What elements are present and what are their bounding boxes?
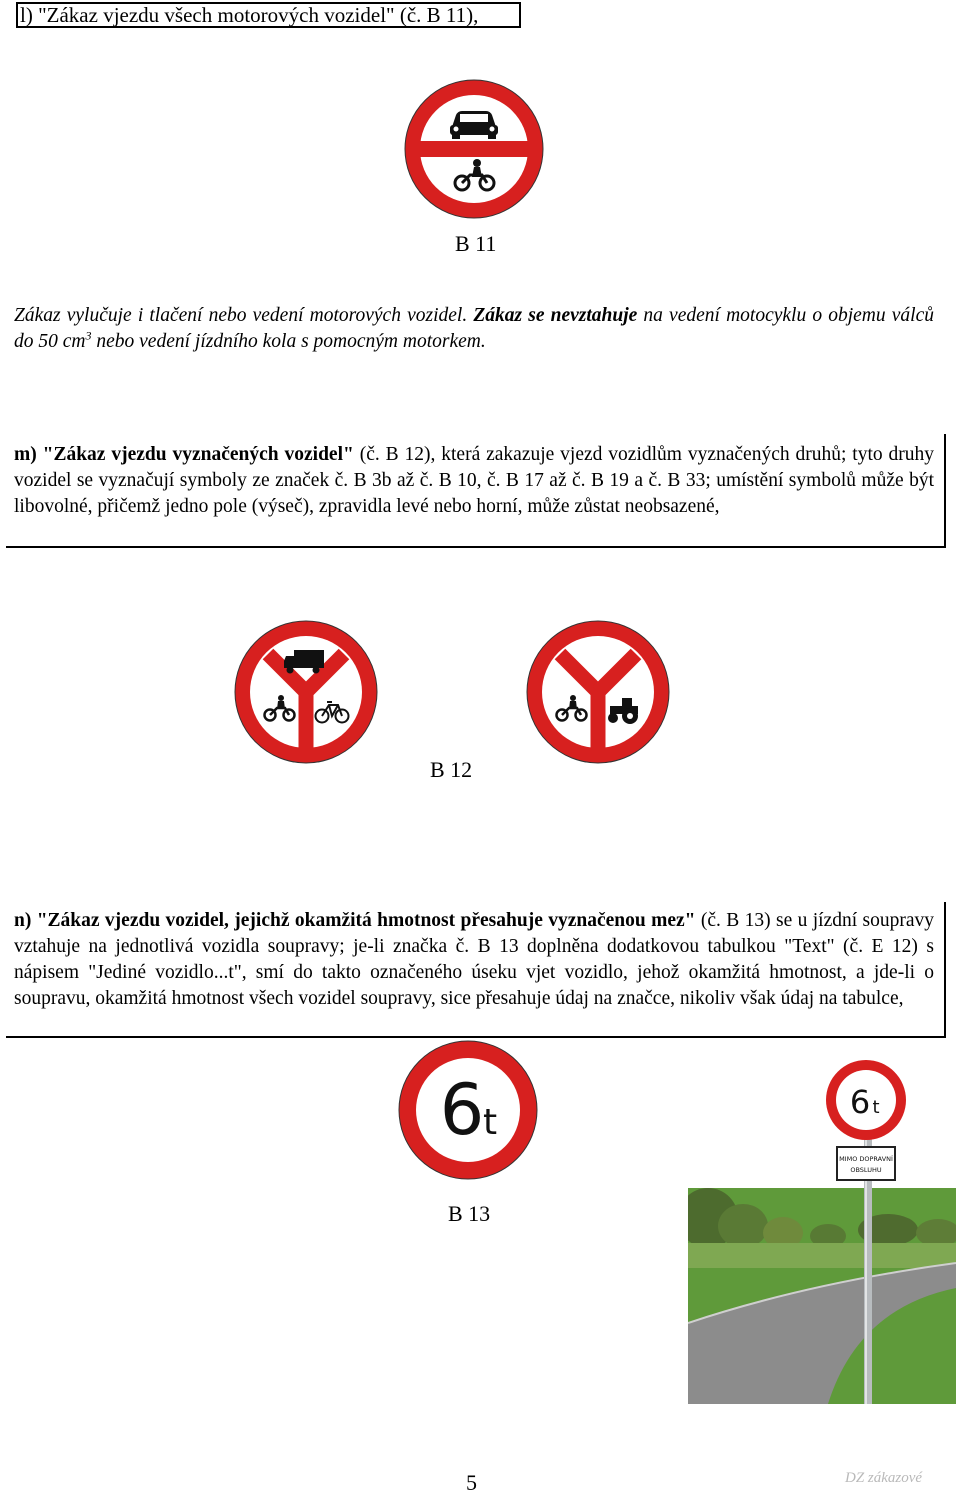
sign-b13-value: 6 bbox=[439, 1069, 485, 1151]
photo-sign-unit: t bbox=[872, 1097, 880, 1118]
sign-b12-truck-motorcycle-bicycle bbox=[234, 620, 378, 764]
sign-b12-caption: B 12 bbox=[430, 757, 473, 782]
sign-b11-caption: B 11 bbox=[455, 231, 497, 256]
section-n-title: n) "Zákaz vjezdu vozidel, jejichž okamžitá hmotnost přesahuje vyznačenou mez" bbox=[14, 910, 696, 931]
sign-b13-graphic bbox=[398, 1040, 538, 1180]
sign-b11-graphic bbox=[404, 79, 544, 219]
section-l-title: l) "Zákaz vjezdu všech motorových vozidel" (č. B 11), bbox=[16, 2, 521, 28]
section-m-title: m) "Zákaz vjezdu vyznačených vozidel" bbox=[14, 444, 354, 465]
section-l-text bbox=[14, 303, 934, 355]
photo-supplementary-plate bbox=[837, 1147, 895, 1180]
photo-plate-line2: OBSLUHU bbox=[850, 1166, 882, 1174]
section-l-text-part1: Zákaz vylučuje i tlačení nebo vedení motorových vozidel. bbox=[14, 305, 474, 326]
section-m-text bbox=[14, 442, 934, 520]
road-sign-photo bbox=[688, 1058, 956, 1404]
watermark: DZ zákazové bbox=[845, 1470, 923, 1486]
section-n-body: (č. B 13) se u jízdní soupravy vztahuje na jednotlivá vozidla soupravy; je-li značka č. B 13 doplněna dodatkovou tabulkou "Text" (č. E 12) s nápisem "Jediné vozidlo...t", smí do takto označeného úseku vjet vozidlo, jehož okamžitá hmotnost, a jde-li o soupravu, okamžitá hmotnost všech vozidel soupravy, sice přesahuje údaj na značce, nikoliv však údaj na tabulce, bbox=[14, 910, 935, 1009]
underline-segment bbox=[540, 1036, 690, 1038]
section-l-text-sup: 3 bbox=[85, 328, 92, 343]
sign-b12b-graphic bbox=[526, 620, 670, 764]
section-l-text-part2: na vedení motocyklu o objemu válců do 50 cm bbox=[14, 305, 934, 352]
section-l-text-part3: nebo vedení jízdního kola s pomocným motorkem. bbox=[91, 331, 486, 352]
photo-plate-line1: MIMO DOPRAVNÍ bbox=[839, 1155, 893, 1163]
section-n-text bbox=[14, 908, 934, 1012]
car-icon bbox=[450, 111, 498, 139]
sign-b11 bbox=[404, 79, 544, 219]
photo-sign-value: 6 bbox=[849, 1083, 871, 1121]
photo-sign-b13 bbox=[826, 1060, 906, 1140]
road-sign-photo-graphic bbox=[688, 1058, 956, 1404]
sign-b13-unit: t bbox=[482, 1102, 498, 1143]
section-m-body: (č. B 12), která zakazuje vjezd vozidlům vyznačených druhů; tyto druhy vozidel se vyznačují symboly ze značek č. B 3b až č. B 10, č. B 17 až č. B 19 a č. B 33; umístění symbolů může být libovolné, přičemž jedno pole (výseč), zpravidla levé nebo horní, může zůstat neobsazené, bbox=[14, 444, 934, 517]
page-number: 5 bbox=[466, 1470, 477, 1495]
sign-b13 bbox=[398, 1040, 538, 1180]
sign-b13-caption: B 13 bbox=[448, 1201, 491, 1226]
sign-b12a-graphic bbox=[234, 620, 378, 764]
section-l-text-bold: Zákaz se nevztahuje bbox=[473, 305, 638, 326]
sign-b12-motorcycle-tractor bbox=[526, 620, 670, 764]
